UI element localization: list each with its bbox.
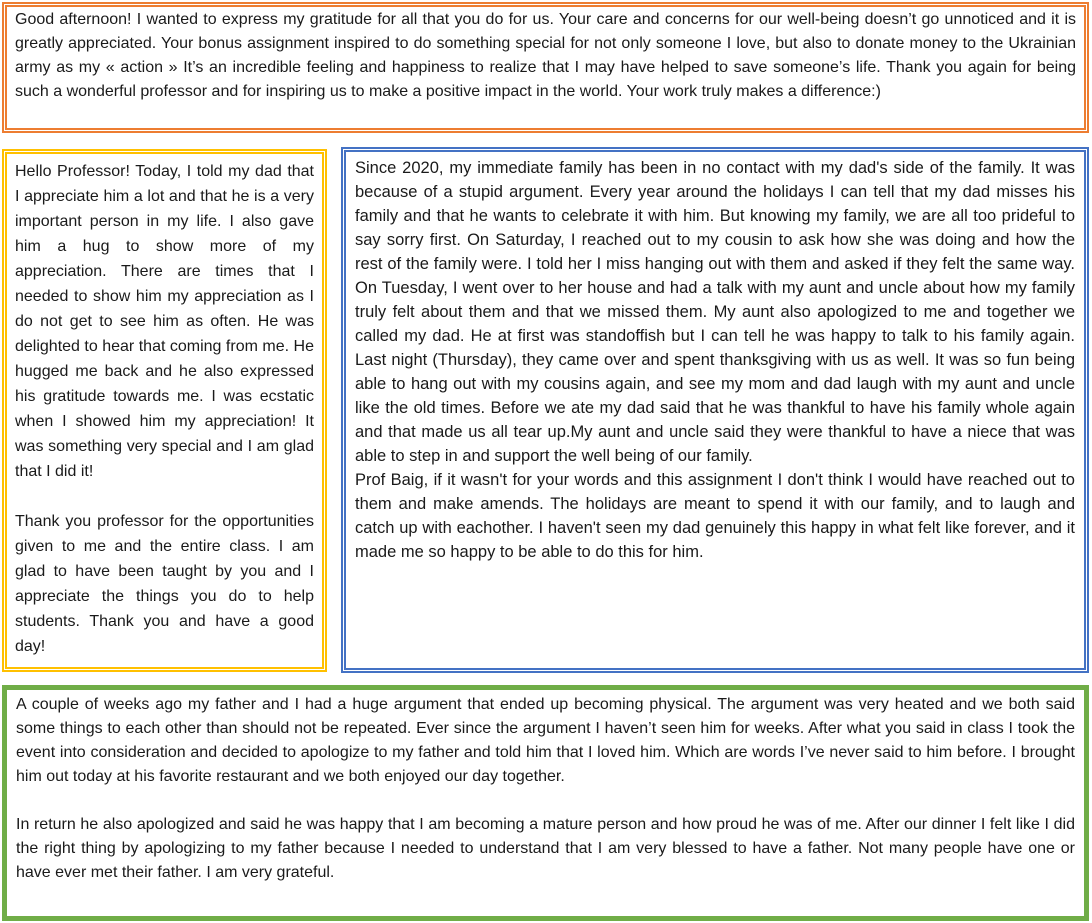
dad-appreciation-note-box	[2, 149, 327, 672]
gratitude-note-box	[2, 2, 1089, 133]
note-paragraph: In return he also apologized and said he was happy that I am becoming a mature person and how proud he was of me. After our dinner I felt like I did the right thing by apologizing to my father because I needed to understand that I am very blessed to have a father. Not many people have one or have ever met their father. I am very grateful.	[16, 816, 1075, 881]
note-paragraph: Prof Baig, if it wasn't for your words and this assignment I don't think I would have reached out to them and make amends. The holidays are meant to spend it with our family, and to laugh and catch up with eachother. I haven't seen my dad genuinely this happy in what felt like forever, and it made me so happy to be able to do this for him.	[355, 471, 1075, 561]
note-paragraph: Hello Professor! Today, I told my dad that I appreciate him a lot and that he is a very important person in my life. I also gave him a hug to show more of my appreciation. There are times that I needed to show him my appreciation as I do not get to see him as often. He was delighted to hear that coming from me. He hugged me back and he also expressed his gratitude towards me. I was ecstatic when I showed him my appreciation! It was something very special and I am glad that I did it!	[15, 163, 314, 480]
family-reunion-note-box	[341, 147, 1089, 673]
note-paragraph: Since 2020, my immediate family has been in no contact with my dad's side of the family. It was because of a stupid argument. Every year around the holidays I can tell that my dad misses his family and that he wants to celebrate it with him. But knowing my family, we are all too prideful to say sorry first. On Saturday, I reached out to my cousin to ask how she was doing and how the rest of the family were. I told her I miss hanging out with them and asked if they felt the same way. On Tuesday, I went over to her house and had a talk with my aunt and uncle about how my family truly felt about them and that we missed them. My aunt also apologized to me and together we called my dad. He at first was standoffish but I can tell he was happy to talk to his family again. Last night (Thursday), they came over and spent thanksgiving with us as well. It was so fun being able to hang out with my cousins again, and see my mom and dad laugh with my aunt and uncle like the old times. Before we ate my dad said that he was thankful to have his family whole again and that made us all tear up.My aunt and uncle said they were thankful to have a niece that was able to step in and support the well being of our family.	[355, 159, 1075, 465]
note-paragraph: Good afternoon! I wanted to express my gratitude for all that you do for us. Your care and concerns for our well-being doesn’t go unnoticed and it is greatly appreciated. Your bonus assignment inspired to do something special for not only someone I love, but also to donate money to the Ukrainian army as my « action » It’s an incredible feeling and happiness to realize that I may have helped to save someone’s life. Thank you again for being such a wonderful professor and for inspiring us to make a positive impact in the world. Your work truly makes a difference:)	[15, 11, 1076, 100]
father-apology-note-box	[2, 685, 1089, 921]
note-paragraph: Thank you professor for the opportunities given to me and the entire class. I am glad to have been taught by you and I appreciate the things you do to help students. Thank you and have a good day!	[15, 513, 314, 655]
note-paragraph: A couple of weeks ago my father and I had a huge argument that ended up becoming physical. The argument was very heated and we both said some things to each other than should not be repeated. Ever since the argument I haven’t seen him for weeks. After what you said in class I took the event into consideration and decided to apologize to my father and told him that I loved him. Which are words I’ve never said to him before. I brought him out today at his favorite restaurant and we both enjoyed our day together.	[16, 696, 1075, 785]
